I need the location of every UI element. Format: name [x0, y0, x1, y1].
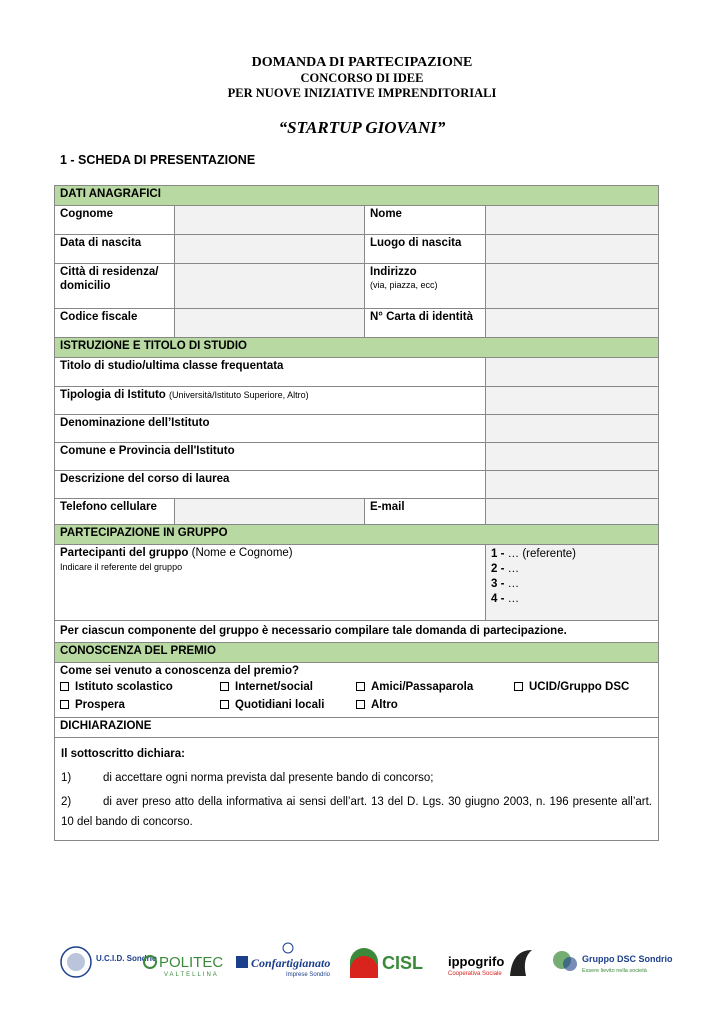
cisl-logo: [346, 940, 434, 986]
label-indirizzo: Indirizzo (via, piazza, ecc): [365, 264, 486, 309]
dichiarazione-intro: Il sottoscritto dichiara:: [61, 748, 185, 760]
field-titolo-studio[interactable]: [486, 358, 659, 387]
checkbox-icon: [220, 700, 229, 709]
section-title: 1 - SCHEDA DI PRESENTAZIONE: [60, 153, 256, 167]
band-conoscenza-premio: CONOSCENZA DEL PREMIO: [55, 643, 659, 663]
label-nome: Nome: [365, 206, 486, 235]
band-partecipazione-gruppo: PARTECIPAZIONE IN GRUPPO: [55, 525, 659, 545]
svg-text:Imprese Sondrio: Imprese Sondrio: [286, 972, 331, 978]
svg-text:VALTELLINA: VALTELLINA: [164, 972, 219, 978]
label-citta: Città di residenza/ domicilio: [55, 264, 175, 309]
option-quotidiani-locali[interactable]: Quotidiani locali: [220, 699, 324, 711]
label-comune-istituto: Comune e Provincia dell'Istituto: [55, 443, 486, 471]
member-3: 3 - …: [491, 578, 520, 590]
ippogrifo-logo: [446, 940, 538, 986]
svg-text:ippogrifo: ippogrifo: [448, 954, 505, 969]
option-altro[interactable]: Altro: [356, 699, 398, 711]
group-note: Per ciascun componente del gruppo è necessario compilare tale domanda di partecipazione.: [55, 621, 659, 643]
application-form: [54, 185, 659, 841]
option-prospera[interactable]: Prospera: [60, 699, 125, 711]
label-cognome: Cognome: [55, 206, 175, 235]
svg-text:POLITEC: POLITEC: [159, 954, 224, 971]
checkbox-icon: [514, 682, 523, 691]
conoscenza-question: Come sei venuto a conoscenza del premio?: [60, 665, 300, 677]
member-2: 2 - …: [491, 563, 520, 575]
field-partecipanti[interactable]: [486, 545, 659, 621]
field-citta[interactable]: [175, 264, 365, 309]
label-luogo-nascita: Luogo di nascita: [365, 235, 486, 264]
field-telefono[interactable]: [175, 499, 365, 525]
dichiarazione-item-1: 1) di accettare ogni norma prevista dal presente bando di concorso;: [61, 772, 434, 784]
document-title: “STARTUP GIOVANI”: [278, 118, 446, 137]
field-data-nascita[interactable]: [175, 235, 365, 264]
field-email[interactable]: [486, 499, 659, 525]
gruppo-dsc-logo: [550, 940, 673, 986]
field-descrizione-corso[interactable]: [486, 471, 659, 499]
label-titolo-studio: Titolo di studio/ultima classe frequentata: [55, 358, 486, 387]
band-istruzione: ISTRUZIONE E TITOLO DI STUDIO: [55, 338, 659, 358]
field-tipologia-istituto[interactable]: [486, 387, 659, 415]
svg-text:Confartigianato: Confartigianato: [251, 956, 331, 970]
label-codice-fiscale: Codice fiscale: [55, 309, 175, 338]
label-telefono: Telefono cellulare: [55, 499, 175, 525]
checkbox-icon: [60, 700, 69, 709]
field-indirizzo[interactable]: [486, 264, 659, 309]
label-denominazione-istituto: Denominazione dell’Istituto: [55, 415, 486, 443]
field-luogo-nascita[interactable]: [486, 235, 659, 264]
sponsor-logos: [58, 940, 673, 986]
svg-text:Essere lievito nella società: Essere lievito nella società: [582, 968, 647, 974]
label-partecipanti: Partecipanti del gruppo (Nome e Cognome) Indicare il referente del gruppo: [55, 545, 486, 621]
member-1: 1 - … (referente): [491, 548, 577, 560]
field-carta-identita[interactable]: [486, 309, 659, 338]
checkbox-icon: [60, 682, 69, 691]
header-line-3: PER NUOVE INIZIATIVE IMPRENDITORIALI: [227, 86, 497, 100]
field-comune-istituto[interactable]: [486, 443, 659, 471]
dichiarazione-item-2: 2) di aver preso atto della informativa ai sensi dell’art. 13 del D. Lgs. 30 giugno 2003, n. 196 presente all’art. 10 del bando di concorso.: [61, 796, 652, 828]
label-carta-identita: N° Carta di identità: [365, 309, 486, 338]
field-codice-fiscale[interactable]: [175, 309, 365, 338]
svg-text:Cooperativa Sociale: Cooperativa Sociale: [448, 971, 502, 977]
confartigianato-logo: [234, 940, 334, 986]
field-nome[interactable]: [486, 206, 659, 235]
conoscenza-options: [55, 663, 659, 718]
option-ucid-gruppo-dsc[interactable]: UCID/Gruppo DSC: [514, 681, 629, 693]
header-line-1: DOMANDA DI PARTECIPAZIONE: [251, 55, 473, 70]
field-cognome[interactable]: [175, 206, 365, 235]
politec-logo: [142, 940, 228, 986]
option-amici-passaparola[interactable]: Amici/Passaparola: [356, 681, 473, 693]
dichiarazione-body: [55, 738, 659, 841]
checkbox-icon: [356, 700, 365, 709]
ucid-logo: [58, 940, 157, 986]
option-istituto-scolastico[interactable]: Istituto scolastico: [60, 681, 173, 693]
checkbox-icon: [220, 682, 229, 691]
field-denominazione-istituto[interactable]: [486, 415, 659, 443]
label-descrizione-corso: Descrizione del corso di laurea: [55, 471, 486, 499]
label-data-nascita: Data di nascita: [55, 235, 175, 264]
label-tipologia-istituto: Tipologia di Istituto (Università/Istituto Superiore, Altro): [55, 387, 486, 415]
svg-text:CISL: CISL: [382, 953, 424, 973]
header-line-2: CONCORSO DI IDEE: [300, 71, 424, 85]
band-dati-anagrafici: DATI ANAGRAFICI: [55, 186, 659, 206]
band-dichiarazione: DICHIARAZIONE: [55, 718, 659, 738]
ucid-logo-text: U.C.I.D. Sondrio: [96, 954, 157, 963]
option-internet-social[interactable]: Internet/social: [220, 681, 313, 693]
checkbox-icon: [356, 682, 365, 691]
member-4: 4 - …: [491, 593, 520, 605]
svg-text:Gruppo DSC Sondrio: Gruppo DSC Sondrio: [582, 954, 673, 964]
label-email: E-mail: [365, 499, 486, 525]
